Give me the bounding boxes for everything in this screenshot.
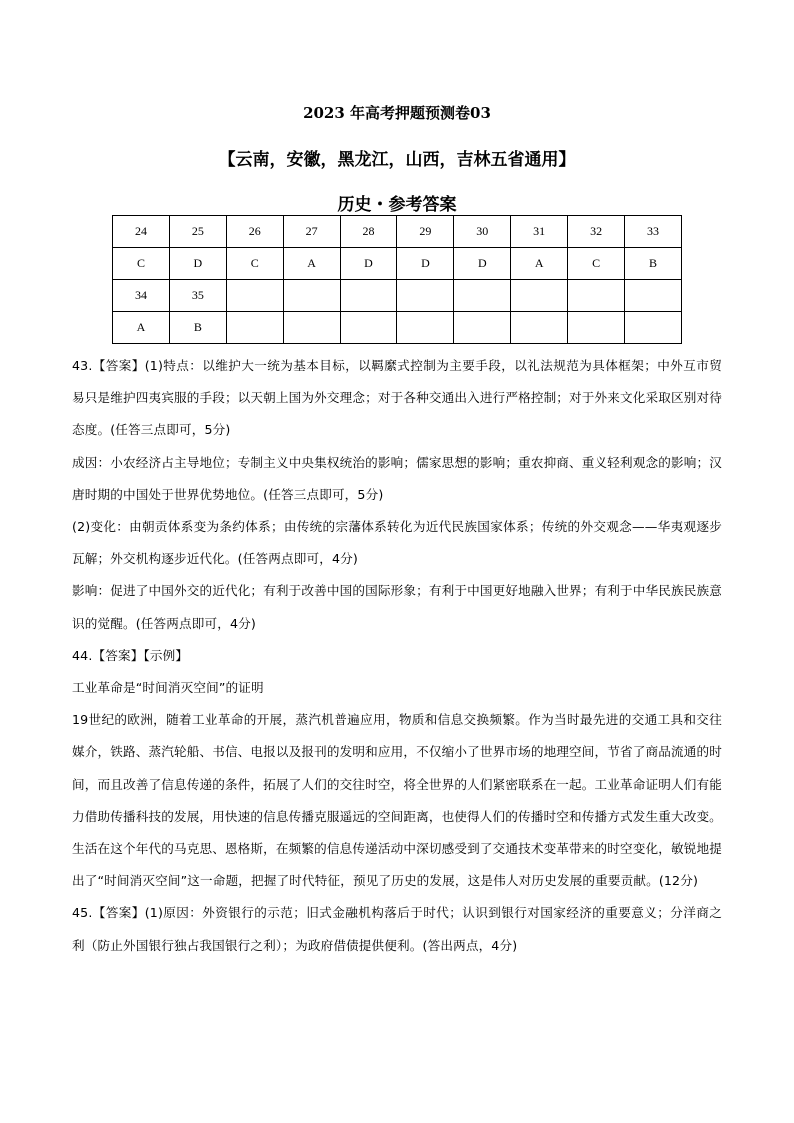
table-cell: 24 [113, 216, 170, 248]
table-row [113, 248, 682, 280]
q43-part1-features: 43.【答案】(1)特点：以维护大一统为基本目标，以羁縻式控制为主要手段，以礼法规范为具体框架；中外互市贸易只是维护四夷宾服的手段；以天朝上国为外交理念；对于各种交通出入进行严格控制；对于外来文化采取区别对待态度。(任答三点即可，5分) [72, 358, 722, 438]
table-row [113, 280, 682, 312]
table-cell [511, 312, 568, 344]
table-cell: 31 [511, 216, 568, 248]
table-cell [226, 312, 283, 344]
regions-heading: 【云南，安徽，黑龙江，山西，吉林五省通用】 [218, 150, 576, 170]
table-row [113, 216, 682, 248]
answer-key-subtitle: 历史・参考答案 [337, 195, 457, 215]
table-cell [568, 312, 625, 344]
table-cell [568, 280, 625, 312]
table-cell [397, 280, 454, 312]
table-cell: 32 [568, 216, 625, 248]
table-cell: D [340, 248, 397, 280]
table-cell: 34 [113, 280, 170, 312]
table-cell: D [397, 248, 454, 280]
table-cell: 26 [226, 216, 283, 248]
table-cell: B [169, 312, 226, 344]
table-cell [283, 312, 340, 344]
table-cell [625, 280, 682, 312]
answer-body [72, 350, 722, 962]
q43-part1-causes: 成因：小农经济占主导地位；专制主义中央集权统治的影响；儒家思想的影响；重农抑商、重义轻利观念的影响；汉唐时期的中国处于世界优势地位。(任答三点即可，5分) [72, 454, 722, 502]
table-cell: C [226, 248, 283, 280]
q43-part2-impact: 影响：促进了中国外交的近代化；有利于改善中国的国际形象；有利于中国更好地融入世界；有利于中华民族民族意识的觉醒。(任答两点即可，4分) [72, 583, 722, 631]
table-cell [454, 312, 511, 344]
table-cell [511, 280, 568, 312]
q44-heading: 44.【答案】【示例】 [72, 647, 189, 663]
q44-conclusion: 生活在这个年代的马克思、恩格斯，在频繁的信息传递活动中深切感受到了交通技术变革带来的时空变化，敏锐地提出了“时间消灭空间”这一命题，把握了时代特征，预见了历史的发展，这是伟人对历史发展的重要贡献。(12分) [72, 841, 722, 889]
table-cell: B [625, 248, 682, 280]
table-cell: 29 [397, 216, 454, 248]
table-cell: 33 [625, 216, 682, 248]
table-cell: 27 [283, 216, 340, 248]
table-cell: D [169, 248, 226, 280]
table-cell [226, 280, 283, 312]
table-cell [340, 312, 397, 344]
table-cell: 30 [454, 216, 511, 248]
table-cell: A [511, 248, 568, 280]
q45-part1-reasons: 45.【答案】(1)原因：外资银行的示范；旧式金融机构落后于时代；认识到银行对国家经济的重要意义；分洋商之利（防止外国银行独占我国银行之利）；为政府借债提供便利。(答出两点，4分) [72, 905, 722, 953]
q44-argument: 19世纪的欧洲，随着工业革命的开展，蒸汽机普遍应用，物质和信息交换频繁。作为当时最先进的交通工具和交往媒介，铁路、蒸汽轮船、书信、电报以及报刊的发明和应用，不仅缩小了世界市场的地理空间，节省了商品流通的时间，而且改善了信息传递的条件，拓展了人们的交往时空，将全世界的人们紧密联系在一起。工业革命证明人们有能力借助传播科技的发展，用快速的信息传播克服遥远的空间距离，也使得人们的传播时空和传播方式发生重大改变。 [72, 712, 722, 824]
table-cell [454, 280, 511, 312]
table-cell: 28 [340, 216, 397, 248]
answer-table [112, 215, 682, 344]
table-cell: A [113, 312, 170, 344]
table-cell: A [283, 248, 340, 280]
table-row [113, 312, 682, 344]
table-cell: C [113, 248, 170, 280]
table-cell: D [454, 248, 511, 280]
table-cell: C [568, 248, 625, 280]
table-cell [625, 312, 682, 344]
table-cell [397, 312, 454, 344]
q44-thesis: 工业革命是“时间消灭空间”的证明 [72, 680, 264, 696]
q43-part2-changes: (2)变化：由朝贡体系变为条约体系；由传统的宗藩体系转化为近代民族国家体系；传统的外交观念——华夷观逐步瓦解；外交机构逐步近代化。(任答两点即可，4分) [72, 519, 722, 567]
table-cell [340, 280, 397, 312]
table-cell: 35 [169, 280, 226, 312]
table-cell: 25 [169, 216, 226, 248]
table-cell [283, 280, 340, 312]
exam-title: 2023 年高考押题预测卷03 [303, 104, 491, 122]
